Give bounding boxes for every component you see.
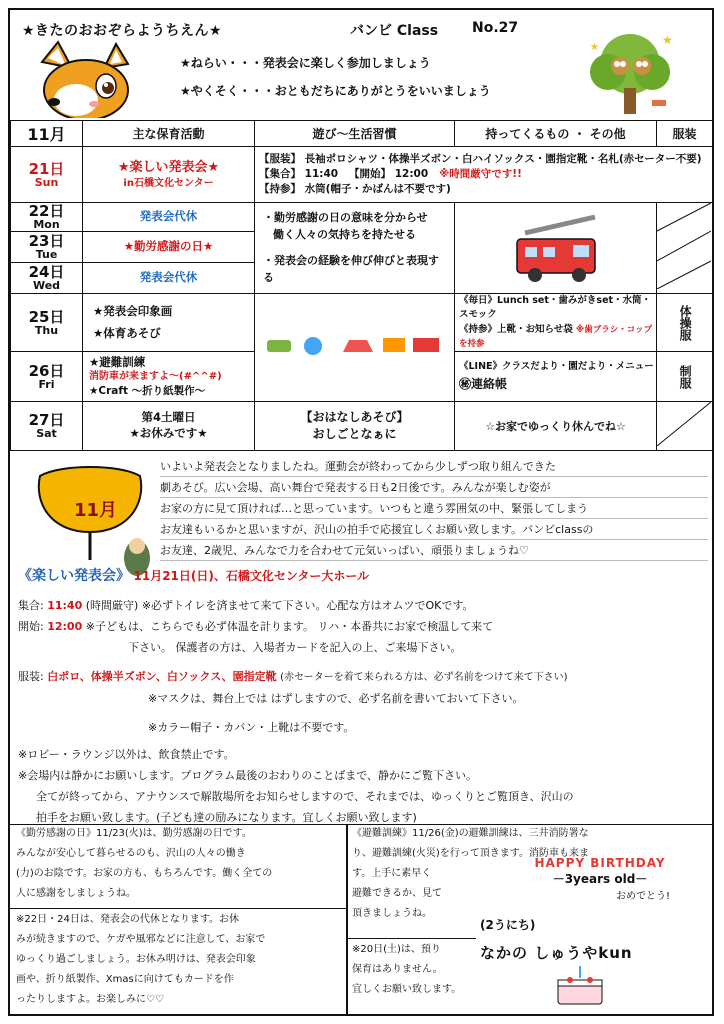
- date-cell: 22日 Mon: [11, 203, 83, 232]
- class-name: バンビ Class: [350, 23, 439, 39]
- owl-tree-icon: [580, 30, 680, 120]
- clothes-empty-cell: [657, 402, 713, 451]
- story-cell: 【おはなしあそび】 おしごとなぁに: [255, 402, 455, 451]
- diagonal-lines: [657, 402, 711, 446]
- bring-empty-cell: [455, 203, 657, 294]
- date-cell: 27日 Sat: [11, 402, 83, 451]
- bottom-vertical-divider: [346, 824, 348, 1014]
- bring-header: 持ってくるもの ・ その他: [455, 121, 657, 147]
- left-box-divider: [10, 908, 346, 909]
- clothes-empty-cell: [657, 203, 713, 294]
- newsletter-page: [8, 8, 714, 1016]
- labor-day-box: 《勤労感謝の日》11/23(火)は、勤労感謝の日です。 みんなが安心して暮らせるのも、沢山の人々の働き (力)のお陰です。お家の方も、もちろんです。働く全ての 人に感謝をしましょうね。: [16, 828, 273, 899]
- fire-truck-icon: [455, 203, 655, 289]
- birthday-age: －3years old－: [552, 872, 648, 886]
- activity-cell: 発表会代休: [83, 262, 255, 293]
- birthday-block: [490, 856, 710, 902]
- intro-text: いよいよ発表会となりましたね。運動会が終わってから少しずつ取り組んできた 劇あそび。広い会場、高い舞台で発表する日も2日後です。みんなが楽しむ姿が お家の方に見て頂ければ…と思っています。いつもと違う雰囲気の中、緊張してしまう お友達もいるかと思いますが、沢山の拍手で応援宜しくお願い致します。バンビclassの お友達、2歳児、みんなで力を合わせて元気いっぱい、頑張りましょうね♡: [160, 456, 708, 561]
- birthday-date: (2うにち): [480, 918, 536, 932]
- activity-cell: ★勤労感謝の日★: [83, 231, 255, 262]
- svg-text:★: ★: [662, 33, 673, 47]
- date-cell: 25日 Thu: [11, 294, 83, 352]
- bring-weekday-cell: 《毎日》Lunch set・歯みがきset・水筒・スモック 《持参》上靴・お知らせ袋 ※歯ブラシ・コップを持参: [455, 294, 657, 352]
- play-goals-cell: ・勤労感謝の日の意味を分からせ 働く人々の気持ちを持たせる ・発表会の経験を伸び伸びと表現する: [255, 203, 455, 294]
- date-cell: 26日 Fri: [11, 352, 83, 402]
- birthday-name: なかの しゅうやkun: [480, 944, 633, 962]
- vehicles-icon: [255, 326, 453, 366]
- promise-text: ★やくそく・・・おともだちにありがとうをいいましょう: [180, 84, 491, 98]
- date-cell: 24日 Wed: [11, 262, 83, 293]
- play-header: 遊び～生活習慣: [255, 121, 455, 147]
- holiday-box: ※22日・24日は、発表会の代休となります。お休 みが続きますので、ケガや風邪などに注意して、お家で ゆっくり過ごしましょう。お休み明けは、発表会印象 画や、折り紙製作、Xmasに向けてもカードを作 ったりしますよ。お楽しみに♡♡: [16, 914, 266, 1005]
- event-detail: 《楽しい発表会》 11月21日(日)、石橋文化センター大ホール 集合: 11:40 (時間厳守) ※必ずトイレを済ませて来て下さい。心配な方はオムツでOKです。 開始: 12:00 ※子どもは、こちらでも必ず体温を計ります。 リハ・本番共にお家で検温して来て 下さい。 保護者の方は、入場者カードを記入の上、ご来場下さい。 服装: 白ポロ、体操半ズボン、白ソックス、園指定靴 (赤セーターを着て来られる方は、必ず名前をつけて来て下さい) ※マスクは、舞台上では はずしますので、必ず名前を書いておいて下さい。 ※カラー帽子・カバン・上靴は不要です。 ※ロビー・ラウンジ以外は、飲食禁止です。 ※会場内は静かにお願いします。プログラム最後のおわりのことばまで、静かにご覧下さい。 全てが終ってから、アナウンスで解散場所をお知らせしますので、それまでは、ゆっくりとご覧頂き、沢山の 拍手をお願い致します。(子ども達の励みになります。宜しくお願い致します): [18, 568, 574, 824]
- birthday-title: HAPPY BIRTHDAY: [534, 856, 666, 870]
- clothes-header: 服装: [657, 121, 713, 147]
- saturday-box: ※20日(土)は、預り 保育はありません。 宜しくお願い致します。: [352, 944, 462, 995]
- birthday-cake-icon: [550, 962, 610, 1008]
- leaf-month-label: 11月: [74, 500, 118, 521]
- aim-text: ★ねらい・・・発表会に楽しく参加しましょう: [180, 56, 431, 70]
- activity-cell: ★避難訓練 消防車が来ますよ～(#^^#) ★Craft ～折り紙製作～: [83, 352, 255, 402]
- school-title: ★きたのおおぞらようちえん★: [22, 23, 223, 39]
- activity-header: 主な保育活動: [83, 121, 255, 147]
- vehicles-cell: [255, 294, 455, 402]
- issue-number: No.27: [472, 20, 519, 36]
- event-info-cell: 【服装】 長袖ポロシャツ・体操半ズボン・白ハイソックス・園指定靴・名札(赤セーター不要) 【集合】 11:40 【開始】 12:00 ※時間厳守です!! 【持参】 水筒(帽子・かばんは不要です): [255, 147, 713, 203]
- bring-saturday-cell: ☆お家でゆっくり休んでね☆: [455, 402, 657, 451]
- bring-line-cell: 《LINE》クラスだより・園だより・メニュー ㊙連絡帳: [455, 352, 657, 402]
- birthday-congrats: おめでとう!: [615, 891, 670, 902]
- activity-cell: ★楽しい発表会★ in石橋文化センター: [83, 147, 255, 203]
- diagonal-lines: [657, 203, 711, 289]
- evacuation-box: 《避難訓練》11/26(金)の避難訓練は、三井消防署な り、避難訓練(火災)を行って頂きます。消防車も来ま す。上手に素早く 避難できるか、見て 頂きましょうね。: [352, 828, 590, 919]
- month-header: 11月: [11, 121, 83, 147]
- activity-cell: 発表会代休: [83, 203, 255, 232]
- date-cell: 21日 Sun: [11, 147, 83, 203]
- deer-mascot-icon: [24, 40, 144, 118]
- activity-cell: 第4土曜日 ★お休みです★: [83, 402, 255, 451]
- right-box-divider: [346, 938, 476, 939]
- date-cell: 23日 Tue: [11, 231, 83, 262]
- activity-cell: ★発表会印象画 ★体育あそび: [83, 294, 255, 352]
- svg-text:★: ★: [590, 42, 599, 53]
- clothes-uniform-cell: 制服: [657, 352, 713, 402]
- schedule-table: [10, 120, 712, 450]
- clothes-gym-cell: 体操服: [657, 294, 713, 352]
